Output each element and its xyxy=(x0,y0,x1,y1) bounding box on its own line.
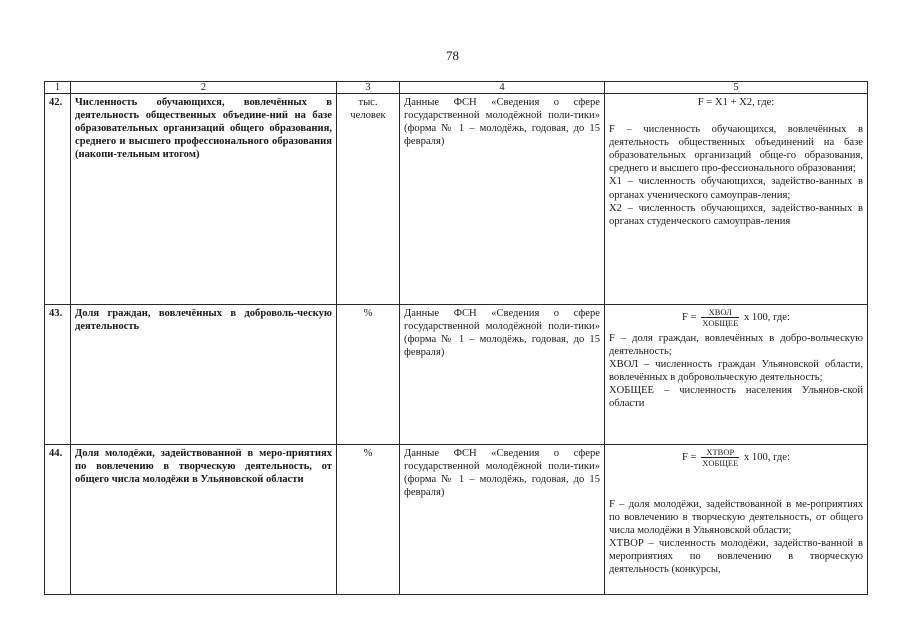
formula xyxy=(609,307,863,328)
column-header: 3 xyxy=(337,82,400,94)
table-header-row xyxy=(45,82,868,94)
row-number: 44. xyxy=(45,445,71,595)
formula-rhs: x 100, где: xyxy=(743,451,790,463)
page-number: 78 xyxy=(446,48,459,63)
indicator-name: Численность обучающихся, вовлечённых в деятельность общественных объедине-ний на базе образовательных организаций общего образования, среднего и высшего профессионального образования (накопи-тельным итогом) xyxy=(71,94,337,305)
calc-line: XОБЩЕЕ – численность населения Ульянов-ской области xyxy=(609,385,863,410)
formula-numerator: XТВОР xyxy=(701,447,739,458)
calc-line: F – доля граждан, вовлечённых в добро-вольческую деятельность; xyxy=(609,333,863,358)
unit-cell: % xyxy=(337,305,400,445)
indicator-name: Доля молодёжи, задействованной в меро-приятиях по вовлечению в творческую деятельность, от общего числа молодёжи в Ульяновской области xyxy=(71,445,337,595)
column-header: 1 xyxy=(45,82,71,94)
calc-line: X1 – численность обучающихся, задейство-ванных в органах ученического самоуправ-ления; xyxy=(609,176,863,201)
row-number: 43. xyxy=(45,305,71,445)
calc-line: XТВОР – численность молодёжи, задейство-ванной в мероприятиях по вовлечению в творческую деятельность (конкурсы, xyxy=(609,538,863,576)
calc-line: F – численность обучающихся, вовлечённых в деятельность общественных объединений на базе образовательных организаций обще-го образования, среднего и высшего про-фессионального образования; xyxy=(609,124,863,175)
calc-line: XВОЛ – численность граждан Ульяновской области, вовлечённых в добровольческую деятельность; xyxy=(609,359,863,384)
formula-rhs: x 100, где: xyxy=(743,311,790,323)
source-cell: Данные ФСН «Сведения о сфере государственной молодёжной поли-тики» (форма № 1 – молодёжь, годовая, до 15 февраля) xyxy=(400,305,605,445)
formula-denominator: XОБЩЕЕ xyxy=(702,458,739,468)
table-row xyxy=(45,305,868,445)
calculation-cell xyxy=(605,445,868,595)
formula-lhs: F = xyxy=(682,451,697,463)
indicator-name: Доля граждан, вовлечённых в доброволь-ческую деятельность xyxy=(71,305,337,445)
formula: F = X1 + X2, где: xyxy=(697,97,775,108)
column-header: 4 xyxy=(400,82,605,94)
table-row xyxy=(45,445,868,595)
calculation-cell xyxy=(605,94,868,305)
unit-cell: % xyxy=(337,445,400,595)
table-row xyxy=(45,94,868,305)
formula-fraction xyxy=(701,447,739,468)
unit-cell: тыс. человек xyxy=(337,94,400,305)
formula-fraction xyxy=(701,307,739,328)
formula xyxy=(609,447,863,468)
indicator-table xyxy=(44,81,868,595)
source-cell: Данные ФСН «Сведения о сфере государственной молодёжной поли-тики» (форма № 1 – молодёжь, годовая, до 15 февраля) xyxy=(400,94,605,305)
calc-line: F – доля молодёжи, задействованной в ме-роприятиях по вовлечению в творческую деятельность, от общего числа молодёжи в Ульяновской области; xyxy=(609,499,863,537)
formula-numerator: XВОЛ xyxy=(701,307,739,318)
column-header: 2 xyxy=(71,82,337,94)
formula-denominator: XОБЩЕЕ xyxy=(702,318,739,328)
calculation-cell xyxy=(605,305,868,445)
row-number: 42. xyxy=(45,94,71,305)
formula-lhs: F = xyxy=(682,311,697,323)
column-header: 5 xyxy=(605,82,868,94)
source-cell: Данные ФСН «Сведения о сфере государственной молодёжной поли-тики» (форма № 1 – молодёжь, годовая, до 15 февраля) xyxy=(400,445,605,595)
calc-line: X2 – численность обучающихся, задейство-ванных в органах студенческого самоуправ-ления xyxy=(609,202,863,227)
